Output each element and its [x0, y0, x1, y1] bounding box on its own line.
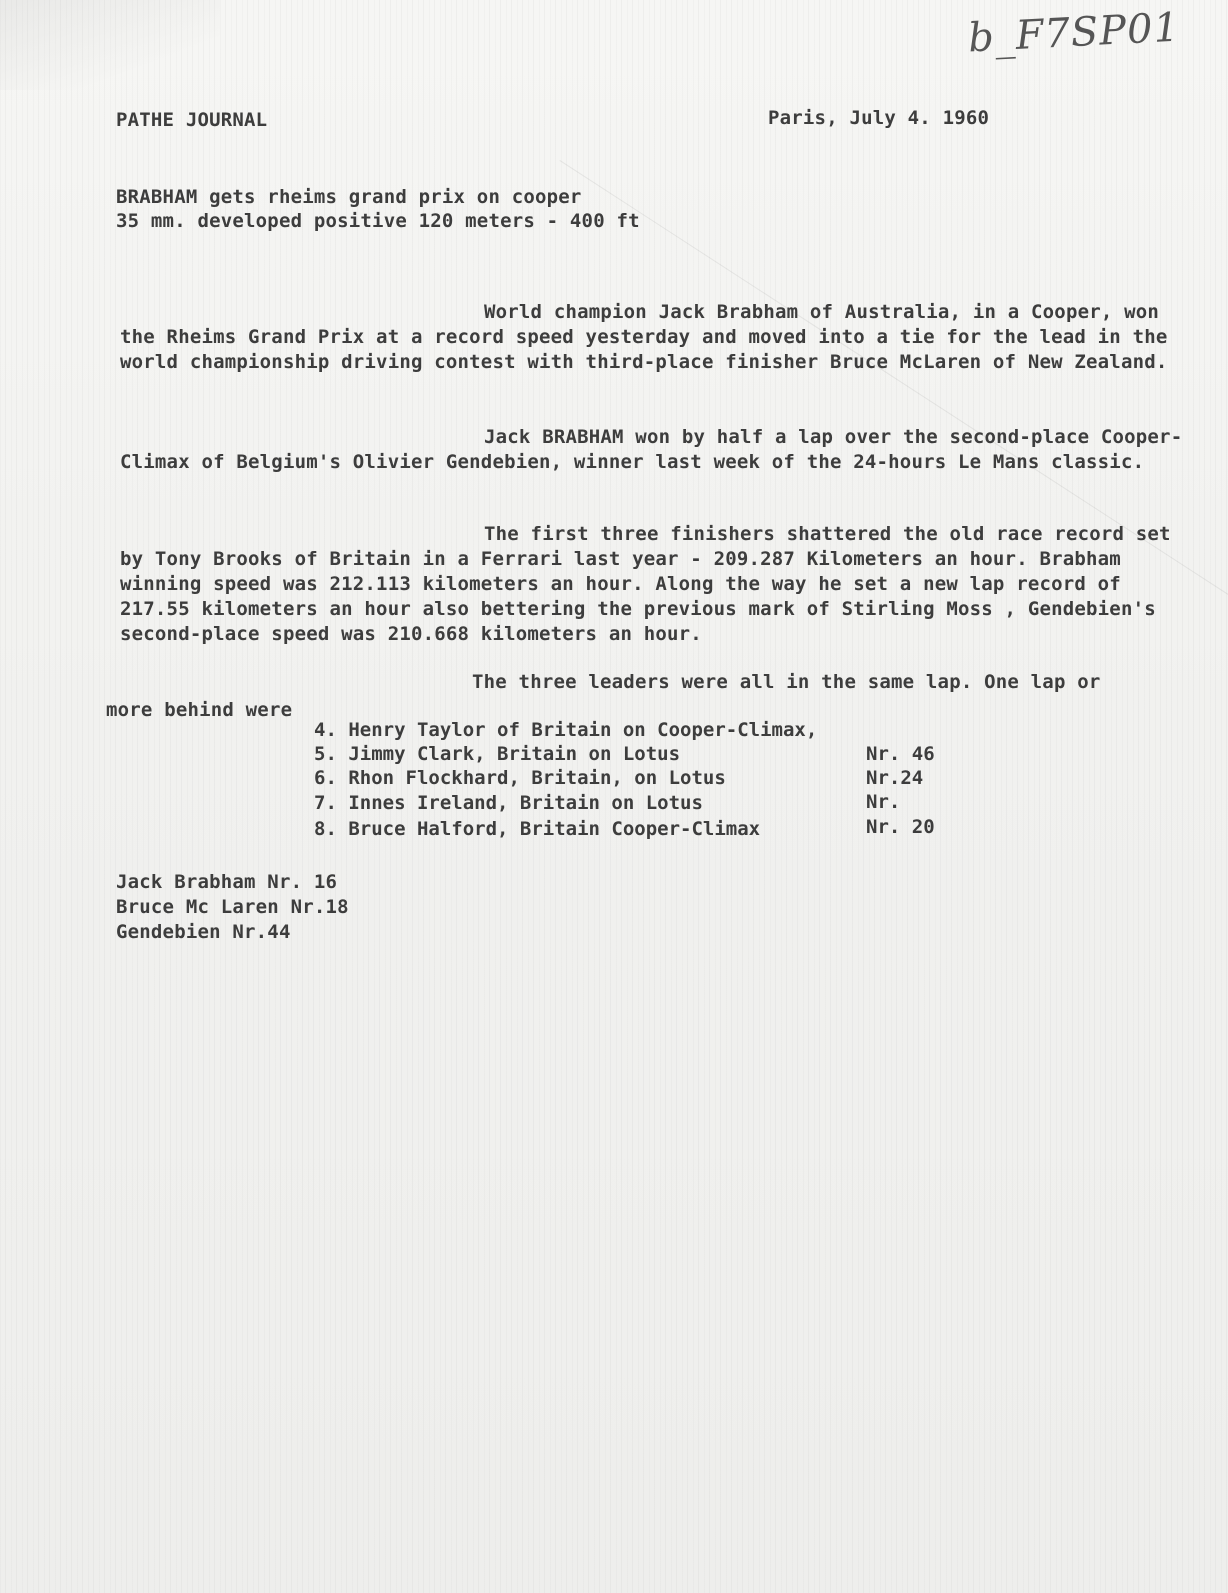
paper-corner-shadow [0, 0, 220, 90]
finisher-number: Nr. 20 [866, 816, 935, 838]
finishers-intro-line-2: more behind were [106, 699, 293, 721]
finisher-number: Nr. 46 [866, 743, 935, 765]
handwritten-reference: b_F7SP01 [966, 4, 1182, 62]
paragraph-1: World champion Jack Brabham of Australia, in a Cooper, won the Rheims Grand Prix at a record speed yesterday and moved into a tie for the lead in the world championship driving contest with third-place finisher Bruce McLaren of New Zealand. [120, 301, 1168, 373]
finisher-number: Nr.24 [866, 767, 924, 789]
finishers-intro-line-1: The three leaders were all in the same lap. One lap or [472, 671, 1101, 693]
dateline: Paris, July 4. 1960 [768, 107, 990, 129]
finisher-entry: 8. Bruce Halford, Britain Cooper-Climax [314, 818, 761, 840]
finisher-entry: 7. Innes Ireland, Britain on Lotus [314, 792, 703, 814]
film-spec: 35 mm. developed positive 120 meters - 400 ft [116, 210, 640, 232]
finisher-number: Nr. [866, 791, 901, 813]
car-number-line: Bruce Mc Laren Nr.18 [116, 896, 349, 918]
finisher-entry: 4. Henry Taylor of Britain on Cooper-Climax, [314, 719, 818, 741]
finisher-entry: 6. Rhon Flockhard, Britain, on Lotus [314, 767, 726, 789]
story-title: BRABHAM gets rheims grand prix on cooper [116, 186, 582, 208]
car-number-line: Gendebien Nr.44 [116, 921, 291, 943]
car-number-line: Jack Brabham Nr. 16 [116, 871, 338, 893]
paragraph-3: The first three finishers shattered the old race record set by Tony Brooks of Britain in a Ferrari last year - 209.287 Kilometers an hour. Brabham winning speed was 212.113 kilometers an hour. Along the way he set a new lap record of 217.55 kilometers an hour also bettering the previous mark of Stirling Moss , Gendebien's second-place speed was 210.668 kilometers an hour. [120, 523, 1171, 645]
paragraph-2: Jack BRABHAM won by half a lap over the second-place Cooper-Climax of Belgium's Olivier Gendebien, winner last week of the 24-hours Le Mans classic. [120, 426, 1183, 473]
publisher-name: PATHE JOURNAL [116, 109, 268, 131]
finisher-entry: 5. Jimmy Clark, Britain on Lotus [314, 743, 681, 765]
